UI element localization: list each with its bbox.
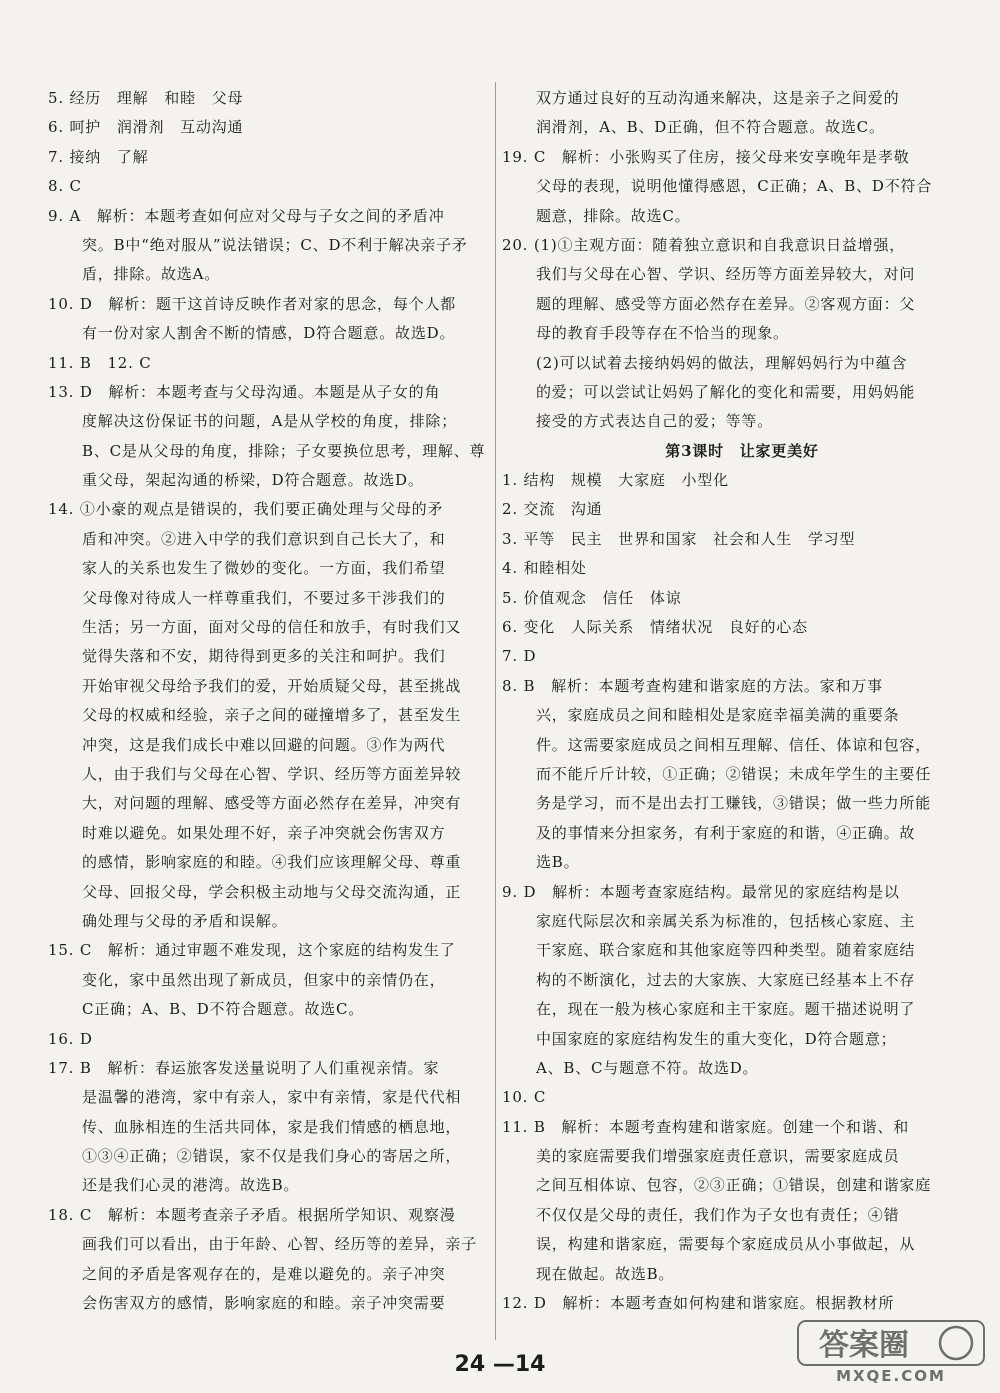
text-line: 选B。	[536, 853, 580, 872]
text-line: 7. D	[502, 647, 537, 666]
text-line: 在，现在一般为核心家庭和主干家庭。题干描述说明了	[536, 1000, 916, 1019]
text-line: A、B、C与题意不符。故选D。	[536, 1058, 759, 1077]
text-line: 构的不断演化，过去的大家族、大家庭已经基本上不存	[536, 970, 916, 989]
text-line: ①③④正确；②错误，家不仅是我们身心的寄居之所，	[82, 1147, 462, 1166]
text-line: 17. B 解析：春运旅客发送量说明了人们重视亲情。家	[48, 1058, 440, 1077]
text-line: 是温馨的港湾，家中有亲人，家中有亲情，家是代代相	[82, 1088, 462, 1107]
text-line: 有一份对家人割舍不断的情感，D符合题意。故选D。	[82, 324, 456, 343]
text-line: 会伤害双方的感情，影响家庭的和睦。亲子冲突需要	[82, 1294, 446, 1313]
text-line: 突。B中“绝对服从”说法错误；C、D不利于解决亲子矛	[82, 235, 468, 254]
text-line: 父母的权威和经验，亲子之间的碰撞增多了，甚至发生	[82, 706, 462, 725]
text-line: C正确；A、B、D不符合题意。故选C。	[82, 1000, 365, 1019]
text-line: 及的事情来分担家务，有利于家庭的和谐，④正确。故	[536, 823, 916, 842]
text-line: 18. C 解析：本题考查亲子矛盾。根据所学知识、观察漫	[48, 1205, 456, 1224]
text-line: 人，由于我们与父母在心智、学识、经历等方面差异较	[82, 764, 462, 783]
text-line: 5. 经历 理解 和睦 父母	[48, 89, 244, 107]
text-line: 16. D	[48, 1029, 93, 1048]
text-line: 2. 交流 沟通	[502, 500, 603, 519]
text-line: 务是学习，而不是出去打工赚钱，③错误；做一些力所能	[536, 794, 932, 813]
text-line: 度解决这份保证书的问题，A是从学校的角度，排除；	[82, 412, 458, 431]
text-line: 盾，排除。故选A。	[82, 265, 221, 284]
text-line: 家人的关系也发生了微妙的变化。一方面，我们希望	[82, 559, 446, 578]
text-line: 干家庭、联合家庭和其他家庭等四种类型。随着家庭结	[536, 941, 916, 960]
text-line: 6. 呵护 润滑剂 互动沟通	[48, 118, 244, 137]
text-line: 母的教育手段等存在不恰当的现象。	[536, 324, 789, 343]
text-line: 而不能斤斤计较，①正确；②错误；未成年学生的主要任	[536, 764, 932, 783]
text-line: 9. A 解析：本题考查如何应对父母与子女之间的矛盾冲	[48, 206, 445, 225]
text-line: 现在做起。故选B。	[536, 1264, 675, 1283]
text-line: 6. 变化 人际关系 情绪状况 良好的心态	[502, 618, 808, 637]
text-line: 生活；另一方面，面对父母的信任和放手，有时我们又	[82, 618, 462, 637]
text-line: 父母像对待成人一样尊重我们，不要过多干涉我们的	[82, 588, 446, 607]
text-line: 兴，家庭成员之间和睦相处是家庭幸福美满的重要条	[536, 706, 900, 725]
text-line: 家庭代际层次和亲属关系为标准的，包括核心家庭、主	[536, 911, 916, 930]
text-line: 1. 结构 规模 大家庭 小型化	[502, 471, 729, 490]
text-line: 14. ①小豪的观点是错误的，我们要正确处理与父母的矛	[48, 500, 444, 519]
text-line: 之间互相体谅、包容，②③正确；①错误，创建和谐家庭	[536, 1176, 932, 1195]
watermark-logo-icon	[796, 1319, 986, 1385]
left-column	[48, 84, 488, 1318]
watermark-bottom-text: MXQE.COM	[836, 1367, 946, 1385]
text-line: 冲突，这是我们成长中难以回避的问题。③作为两代	[82, 735, 446, 754]
text-line: 双方通过良好的互动沟通来解决，这是亲子之间爱的	[536, 89, 900, 107]
text-line: 件。这需要家庭成员之间相互理解、信任、体谅和包容，	[536, 735, 932, 754]
text-line: 12. D 解析：本题考查如何构建和谐家庭。根据教材所	[502, 1294, 895, 1313]
text-line: B、C是从父母的角度，排除；子女要换位思考，理解、尊	[82, 441, 486, 460]
text-line: 不仅仅是父母的责任，我们作为子女也有责任；④错	[536, 1205, 900, 1224]
text-line: 画我们可以看出，由于年龄、心智、经历等的差异，亲子	[82, 1235, 478, 1254]
text-line: 8. B 解析：本题考查构建和谐家庭的方法。家和万事	[502, 676, 883, 695]
text-line: 父母、回报父母，学会积极主动地与父母交流沟通，正	[82, 882, 462, 901]
text-line: 的感情，影响家庭的和睦。④我们应该理解父母、尊重	[82, 853, 462, 872]
text-line: 父母的表现，说明他懂得感恩，C正确；A、B、D不符合	[536, 177, 933, 196]
text-line: 传、血脉相连的生活共同体，家是我们情感的栖息地，	[82, 1117, 462, 1136]
text-line: 9. D 解析：本题考查家庭结构。最常见的家庭结构是以	[502, 882, 900, 901]
text-line: 11. B 解析：本题考查构建和谐家庭。创建一个和谐、和	[502, 1117, 910, 1136]
text-line: 美的家庭需要我们增强家庭责任意识，需要家庭成员	[536, 1147, 900, 1166]
page-number: 24 —14	[454, 1352, 546, 1377]
text-line: 13. D 解析：本题考查与父母沟通。本题是从子女的角	[48, 382, 441, 401]
column-divider	[495, 82, 496, 1340]
text-line: 变化，家中虽然出现了新成员，但家中的亲情仍在，	[82, 970, 446, 989]
text-line: 10. C	[502, 1088, 547, 1107]
text-line: 题的理解、感受等方面必然存在差异。②客观方面：父	[536, 294, 916, 313]
text-line: 10. D 解析：题干这首诗反映作者对家的思念，每个人都	[48, 294, 457, 313]
text-line: 3. 平等 民主 世界和国家 社会和人生 学习型	[502, 529, 856, 548]
section-heading: 第3课时 让家更美好	[665, 441, 819, 460]
text-line: 误，构建和谐家庭，需要每个家庭成员从小事做起，从	[536, 1235, 916, 1254]
text-line: 我们与父母在心智、学识、经历等方面差异较大，对问	[536, 265, 916, 284]
text-line: 接受的方式表达自己的爱；等等。	[536, 412, 774, 431]
right-column	[502, 84, 942, 1318]
text-line: 题意，排除。故选C。	[536, 206, 691, 225]
text-line: 还是我们心灵的港湾。故选B。	[82, 1176, 300, 1195]
text-line: 重父母，架起沟通的桥梁，D符合题意。故选D。	[82, 471, 424, 490]
watermark-logo	[796, 1319, 986, 1385]
text-line: 15. C 解析：通过审题不难发现，这个家庭的结构发生了	[48, 941, 456, 960]
watermark-top-text: 答案圈	[819, 1328, 909, 1363]
text-line: 觉得失落和不安，期待得到更多的关注和呵护。我们	[82, 647, 446, 666]
text-line: 11. B 12. C	[48, 353, 152, 372]
text-line: 8. C	[48, 177, 82, 196]
text-line: 4. 和睦相处	[502, 559, 587, 578]
text-line: 的爱；可以尝试让妈妈了解化的变化和需要，用妈妈能	[536, 382, 916, 401]
text-line: 7. 接纳 了解	[48, 147, 149, 166]
text-line: 之间的矛盾是客观存在的，是难以避免的。亲子冲突	[82, 1264, 446, 1283]
text-line: 时难以避免。如果处理不好，亲子冲突就会伤害双方	[82, 823, 446, 842]
text-line: (2)可以试着去接纳妈妈的做法，理解妈妈行为中蕴含	[536, 353, 908, 372]
text-line: 5. 价值观念 信任 体谅	[502, 588, 682, 607]
text-line: 大，对问题的理解、感受等方面必然存在差异，冲突有	[82, 794, 462, 813]
text-line: 中国家庭的家庭结构发生的重大变化，D符合题意；	[536, 1029, 897, 1048]
text-line: 20. (1)①主观方面：随着独立意识和自我意识日益增强，	[502, 235, 906, 254]
text-line: 开始审视父母给予我们的爱，开始质疑父母，甚至挑战	[82, 676, 462, 695]
text-line: 19. C 解析：小张购买了住房，接父母来安享晚年是孝敬	[502, 147, 910, 166]
text-line: 润滑剂，A、B、D正确，但不符合题意。故选C。	[536, 118, 885, 137]
text-line: 确处理与父母的矛盾和误解。	[82, 911, 288, 930]
text-line: 盾和冲突。②进入中学的我们意识到自己长大了，和	[82, 529, 446, 548]
